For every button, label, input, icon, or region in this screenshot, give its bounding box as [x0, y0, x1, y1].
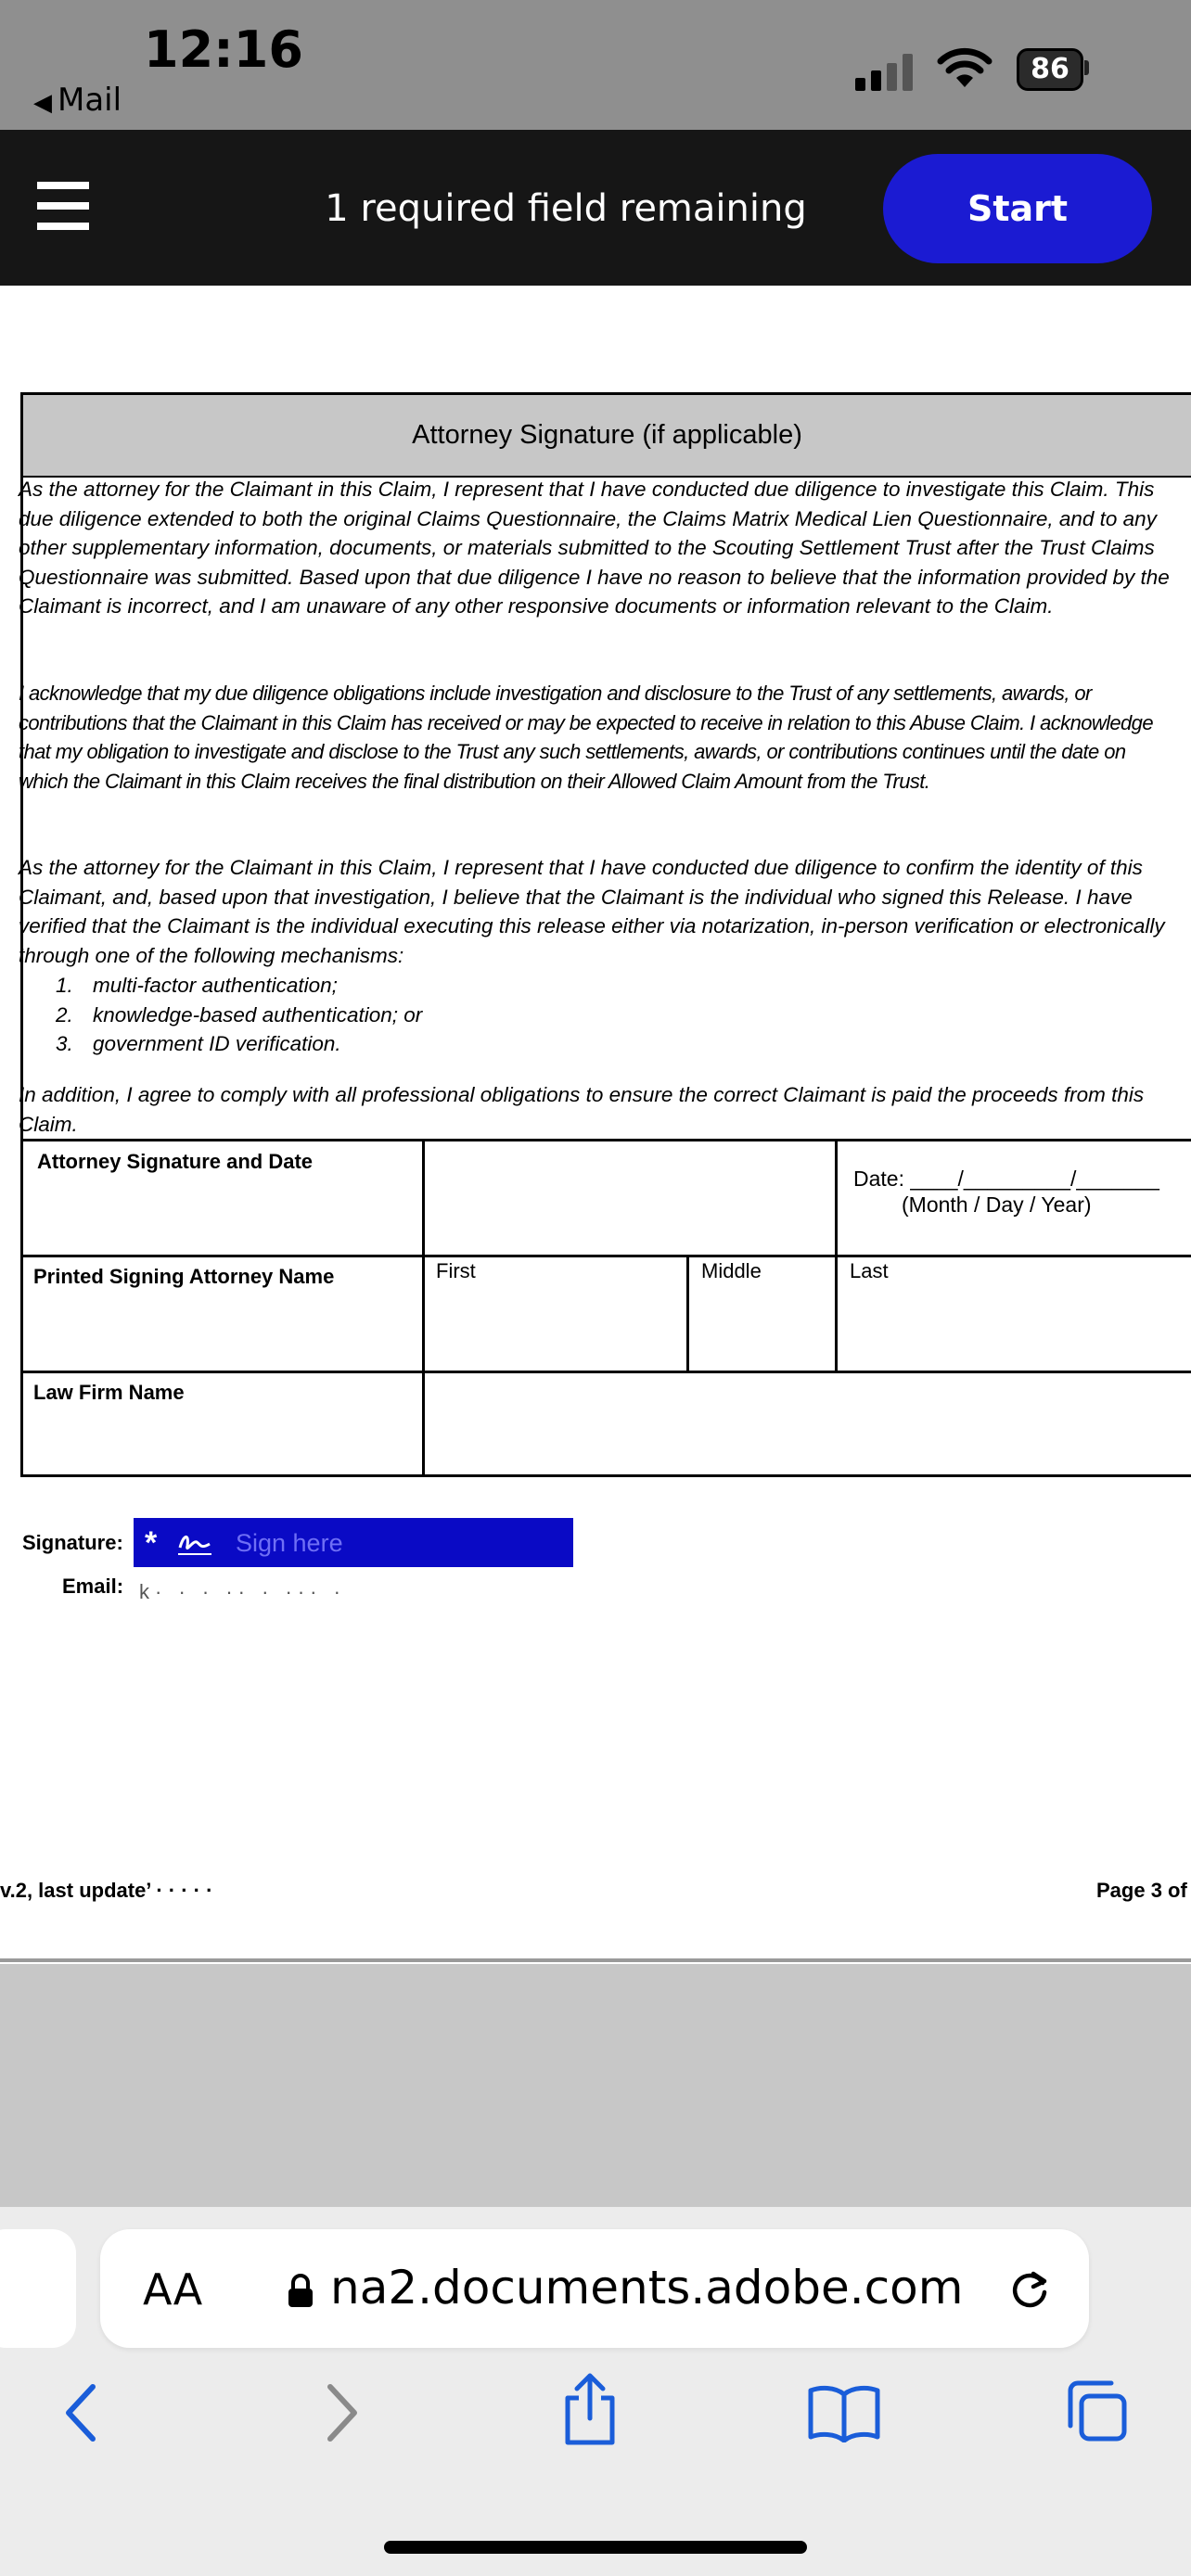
clock: 12:16 — [144, 20, 303, 79]
back-to-mail-button[interactable] — [33, 82, 122, 119]
attorney-signature-date-label: Attorney Signature and Date — [37, 1150, 314, 1173]
law-firm-name-label: Law Firm Name — [33, 1381, 185, 1404]
email-label: Email: — [62, 1575, 124, 1598]
battery-cap — [1084, 60, 1089, 75]
sign-here-field[interactable] — [134, 1518, 573, 1567]
row-divider — [20, 1255, 1191, 1257]
share-icon[interactable] — [557, 2370, 623, 2448]
sign-here-text: Sign here — [236, 1529, 343, 1557]
printed-attorney-name-label: Printed Signing Attorney Name — [33, 1265, 335, 1288]
date-field: Date: ____/_________/_______ — [853, 1167, 1159, 1191]
column-divider — [422, 1139, 425, 1477]
paragraph-due-diligence: As the attorney for the Claimant in this Claim, I represent that I have conducted due diligence to investigate this Claim. This due diligence extended to both the original Claims Questionnaire, the Claims Matrix Medical Lien Questionnaire, and to any other supplementary information, documents, or materials submitted to the Scouting Settlement Trust after the Trust Claims Questionnaire was submitted. Based upon that due diligence I have no reason to believe that the information provided by the Claimant is incorrect, and I am unaware of any other responsive documents or information relevant to the Claim. — [19, 478, 1170, 618]
lock-icon — [286, 2272, 315, 2309]
row-divider — [20, 1371, 1191, 1373]
required-asterisk: * — [145, 1525, 158, 1561]
forward-icon[interactable] — [315, 2379, 367, 2446]
tabs-icon[interactable] — [1063, 2378, 1130, 2444]
address-bar[interactable] — [100, 2229, 1089, 2348]
signature-label: Signature: — [22, 1531, 123, 1554]
wifi-icon — [937, 46, 992, 89]
row-divider — [20, 1139, 1191, 1141]
middle-name-label: Middle — [701, 1259, 762, 1282]
browser-toolbar — [0, 2207, 1191, 2576]
paragraph-disclosure: I acknowledge that my due diligence obligations include investigation and disclosure to the Trust of any settlements, awards, or contributions that the Claimant in this Claim has received or may be expected to receive in relation to this Abuse Claim. I acknowledge that my obligation to investigate and disclose to the Trust any such settlements, awards, or contributions continues until the date on which the Claimant in this Claim receives the final distribution on their Allowed Claim Amount from the Trust. — [19, 682, 1153, 793]
menu-icon[interactable] — [37, 182, 89, 230]
paragraph-obligations: In addition, I agree to comply with all professional obligations to ensure the correct Claimant is paid the proceeds from this Claim. — [19, 1083, 1145, 1136]
previous-tab-peek[interactable] — [0, 2229, 76, 2348]
column-divider — [835, 1139, 838, 1371]
column-divider — [686, 1255, 689, 1371]
section-header: Attorney Signature (if applicable) — [23, 395, 1191, 478]
list-item: 2. knowledge-based authentication; or — [56, 1002, 423, 1027]
first-name-label: First — [436, 1259, 476, 1282]
list-item: 3. government ID verification. — [56, 1032, 341, 1055]
cellular-signal-icon — [855, 54, 918, 91]
bookmarks-icon[interactable] — [807, 2383, 881, 2442]
required-fields-status: 1 required field remaining — [325, 187, 807, 230]
page-number: Page 3 of — [1096, 1879, 1187, 1902]
reader-settings-button[interactable]: AA — [143, 2264, 203, 2315]
url-text: na2.documents.adobe.com — [330, 2261, 964, 2315]
back-mail-label: Mail — [58, 82, 122, 119]
home-indicator[interactable] — [384, 2541, 807, 2554]
email-value: k· · · ·· · ··· · — [139, 1580, 346, 1603]
version-footer: v.2, last update’ · · · · · — [0, 1879, 213, 1902]
battery-icon: 86 — [1017, 48, 1083, 91]
signature-pen-icon — [176, 1527, 213, 1559]
page-edge — [0, 1958, 1191, 1962]
paragraph-identity: As the attorney for the Claimant in this Claim, I represent that I have conducted due diligence to confirm the identity of this Claimant, and, based upon that investigation, I believe that the Claimant is the individual who signed this Release. I have verified that the Claimant is the individual executing this release either via notarization, in-person verification or electronically through one of the following mechanisms: — [19, 856, 1165, 967]
back-icon[interactable] — [56, 2379, 108, 2446]
status-bar — [0, 0, 1191, 130]
sign-toolbar — [0, 130, 1191, 286]
verification-list — [56, 971, 422, 1059]
reload-icon[interactable] — [1005, 2264, 1054, 2313]
start-button[interactable]: Start — [883, 154, 1152, 263]
list-item: 1. multi-factor authentication; — [56, 974, 338, 997]
last-name-label: Last — [850, 1259, 889, 1282]
date-format-hint: (Month / Day / Year) — [902, 1192, 1092, 1217]
document-page — [0, 286, 1191, 1964]
back-triangle-icon: ◀ — [33, 89, 52, 117]
